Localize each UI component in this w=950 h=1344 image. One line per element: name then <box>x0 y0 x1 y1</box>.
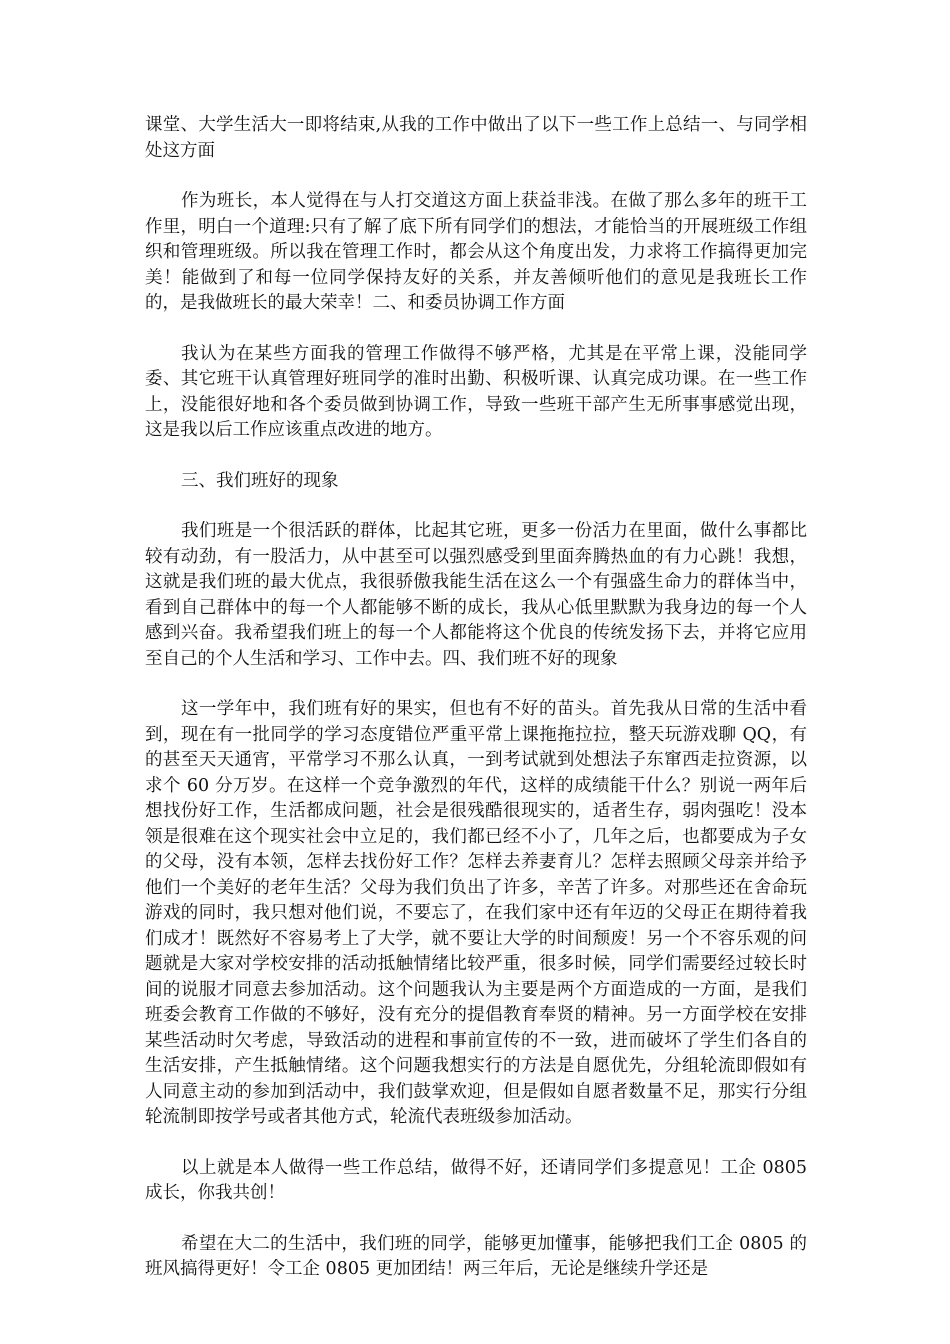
section-three-heading: 三、我们班好的现象 <box>181 470 339 491</box>
section-three-paragraph: 我们班是一个很活跃的群体，比起其它班，更多一份活力在里面，做什么事都比较有动劲，有一股活力，从中甚至可以强烈感受到里面奔腾热血的有力心跳！我想，这就是我们班的最大优点，我很骄傲我能生活在这么一个有强盛生命力的群体当中，看到自己群体中的每一个人都能够不断的成长，我从心低里默默为我身边的每一个人感到兴奋。我希望我们班上的每一个人都能将这个优良的传统发扬下去，并将它应用至自己的个人生活和学习、工作中去。四、我们班不好的现象 <box>145 521 807 669</box>
section-one-paragraph: 作为班长，本人觉得在与人打交道这方面上获益非浅。在做了那么多年的班干工作里，明白一个道理:只有了解了底下所有同学们的想法，才能恰当的开展班级工作组织和管理班级。所以我在管理工作时，都会从这个角度出发，力求将工作搞得更加完美！能做到了和每一位同学保持友好的关系，并友善倾听他们的意见是我班长工作的，是我做班长的最大荣幸！二、和委员协调工作方面 <box>145 191 807 313</box>
summary-paragraph: 以上就是本人做得一些工作总结，做得不好，还请同学们多提意见！工企 0805 成长，你我共创！ <box>145 1157 807 1203</box>
section-four-paragraph: 这一学年中，我们班有好的果实，但也有不好的苗头。首先我从日常的生活中看到，现在有一批同学的学习态度错位严重平常上课拖拖拉拉，整天玩游戏聊 QQ，有的甚至天天通宵，平常学习不那么认真，一到考试就到处想法子东窜西走拉资源，以求个 60 分万岁。在这样一个竞争激烈的年代，这样的成绩能干什么？别说一两年后想找份好工作，生活都成问题，社会是很残酷很现实的，适者生存，弱肉强吃！没本领是很难在这个现实社会中立足的，我们都已经不小了，几年之后，也都要成为子女的父母，没有本领，怎样去找份好工作？怎样去养妻育儿？怎样去照顾父母亲并给予他们一个美好的老年生活？父母为我们负出了许多，辛苦了许多。对那些还在舍命玩游戏的同时，我只想对他们说，不要忘了，在我们家中还有年迈的父母正在期待着我们成才！既然好不容易考上了大学，就不要让大学的时间颓废！另一个不容乐观的问题就是大家对学校安排的活动抵触情绪比较严重，很多时候，同学们需要经过较长时间的说服才同意去参加活动。这个问题我认为主要是两个方面造成的一方面，是我们班委会教育工作做的不够好，没有充分的提倡教育奉贤的精神。另一方面学校在安排某些活动时欠考虑，导致活动的进程和事前宣传的不一致，进而破坏了学生们各自的生活安排，产生抵触情绪。这个问题我想实行的方法是自愿优先，分组轮流即假如有人同意主动的参加到活动中，我们鼓掌欢迎，但是假如自愿者数量不足，那实行分组轮流制即按学号或者其他方式，轮流代表班级参加活动。 <box>145 699 807 1127</box>
document-page <box>145 113 807 1308</box>
section-two-paragraph: 我认为在某些方面我的管理工作做得不够严格，尤其是在平常上课，没能同学委、其它班干认真管理好班同学的准时出勤、积极听课、认真完成功课。在一些工作上，没能很好地和各个委员做到协调工作，导致一些班干部产生无所事事感觉出现，这是我以后工作应该重点改进的地方。 <box>145 343 807 440</box>
intro-paragraph: 课堂、大学生活大一即将结束,从我的工作中做出了以下一些工作上总结一、与同学相处这方面 <box>145 115 807 161</box>
closing-paragraph: 希望在大二的生活中，我们班的同学，能够更加懂事，能够把我们工企 0805 的班风搞得更好！令工企 0805 更加团结！两三年后，无论是继续升学还是 <box>145 1233 807 1279</box>
